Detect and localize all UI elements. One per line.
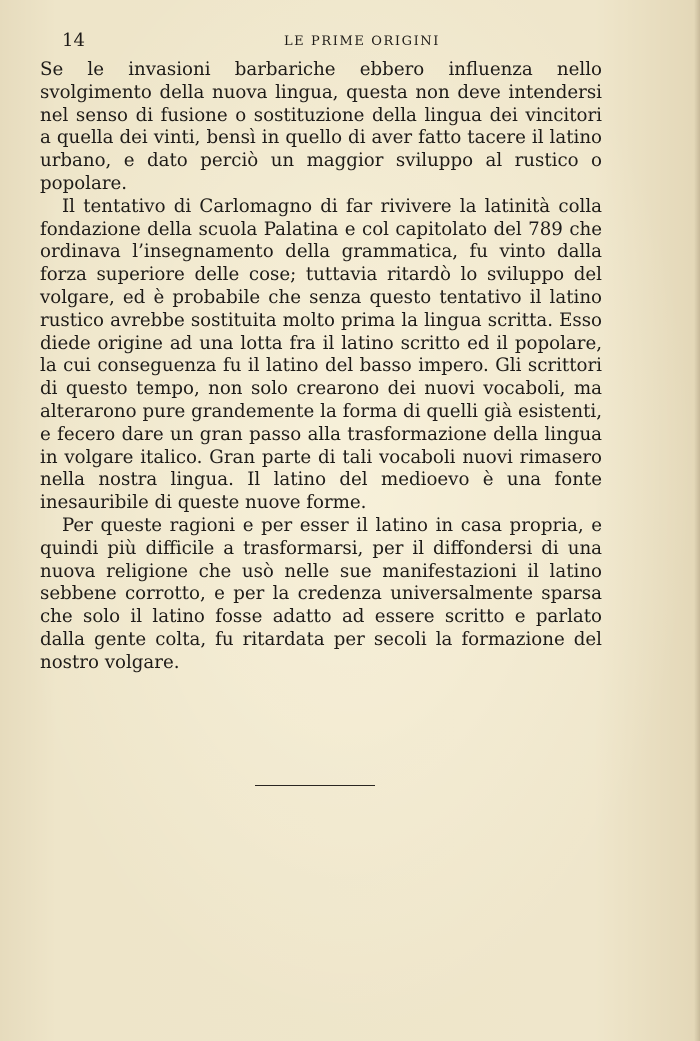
page-edge-shadow: [694, 0, 700, 1041]
page-header: [62, 30, 602, 54]
paragraph: Per queste ragioni e per esser il latino in casa propria, e quindi più difficile a trasformarsi, per il diffondersi di una nuova religione che usò nelle sue manifestazioni il latino sebbene corrotto, e per la credenza universalmente sparsa che solo il latino fosse adatto ad essere scritto e parlato dalla gente colta, fu ritardata per secoli la formazione del nostro volgare.: [40, 514, 602, 673]
body-text: [40, 59, 602, 675]
running-title: LE PRIME ORIGINI: [283, 34, 441, 49]
section-divider: [255, 785, 375, 786]
page-number: 14: [62, 30, 85, 51]
paragraph: Se le invasioni barbariche ebbero influenza nello svolgimento della nuova lingua, questa non deve intendersi nel senso di fusione o sostituzione della lingua dei vincitori a quella dei vinti, bensì in quello di aver fatto tacere il latino urbano, e dato perciò un maggior sviluppo al rustico o popolare.: [40, 59, 602, 194]
paragraph: Il tentativo di Carlomagno di far rivivere la latinità colla fondazione della scuola Palatina e col capitolato del 789 che ordinava l’insegnamento della grammatica, fu vinto dalla forza superiore delle cose; tuttavia ritardò lo sviluppo del volgare, ed è probabile che senza questo tentativo il latino rustico avrebbe sostituita molto prima la lingua scritta. Esso diede origine ad una lotta fra il latino scritto ed il popolare, la cui conseguenza fu il latino del basso impero. Gli scrittori di questo tempo, non solo crearono dei nuovi vocaboli, ma alterarono pure grandemente la forma di quelli già esistenti, e fecero dare un gran passo alla trasformazione della lingua in volgare italico. Gran parte di tali vocaboli nuovi rimasero nella nostra lingua. Il latino del medioevo è una fonte inesauribile di queste nuove forme.: [40, 195, 602, 514]
